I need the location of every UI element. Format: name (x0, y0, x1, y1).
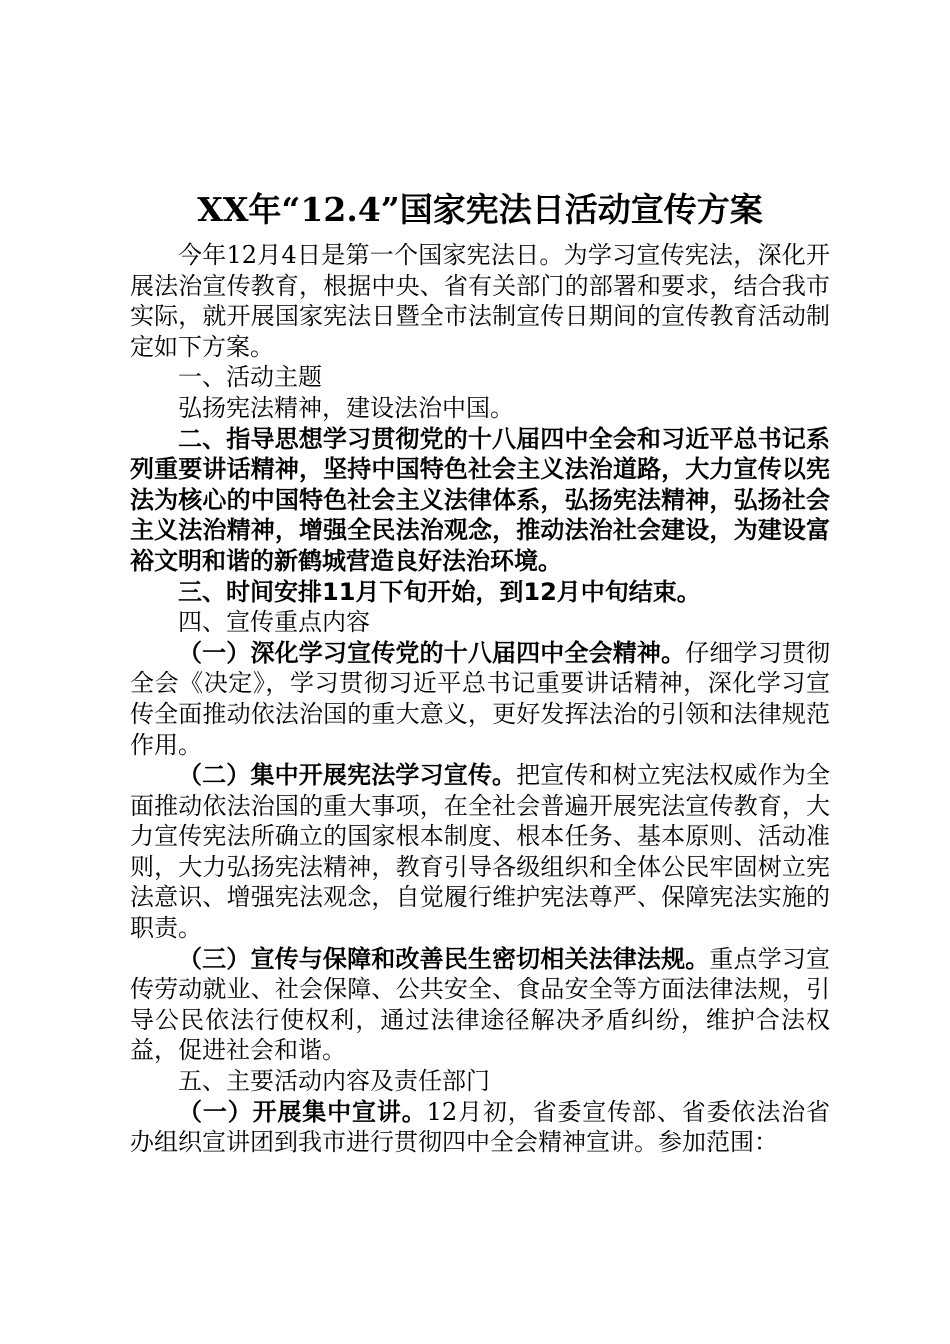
item-lead: （二）集中开展宪法学习宣传。 (178, 761, 517, 790)
item-body: 把宣传和树立宪法权威作为全面推动依法治国的重大事项，在全社会普遍开展宪法宣传教育，大力宣传宪法所确立的国家根本制度、根本任务、基本原则、活动准则，大力弘扬宪法精神，教育引导各级组织和全体公民牢固树立宪法意识、增强宪法观念，自觉履行维护宪法尊严、保障宪法实施的职责。 (130, 761, 831, 943)
key-content-item-1 (130, 638, 830, 760)
section-heading-activities: 五、主要活动内容及责任部门 (178, 1067, 490, 1096)
guiding-ideology-paragraph: 二、指导思想学习贯彻党的十八届四中全会和习近平总书记系列重要讲话精神，坚持中国特色社会主义法治道路，大力宣传以宪法为核心的中国特色社会主义法律体系，弘扬宪法精神，弘扬社会主义法治精神，增强全民法治观念，推动法治社会建设，为建设富裕文明和谐的新鹤城营造良好法治环境。 (130, 424, 830, 575)
item-body: 重点学习宣传劳动就业、社会保障、公共安全、食品安全等方面法律法规，引导公民依法行使权利，通过法律途径解决矛盾纠纷，维护合法权益，促进社会和谐。 (130, 944, 831, 1065)
document-page (130, 188, 830, 1158)
item-body: 仔细学习贯彻全会《决定》，学习贯彻习近平总书记重要讲话精神，深化学习宣传全面推动依法治国的重大意义，更好发挥法治的引领和法律规范作用。 (130, 638, 831, 759)
document-title: XX年“12.4”国家宪法日活动宣传方案 (197, 190, 763, 229)
activities-item-1 (130, 1097, 830, 1158)
schedule-paragraph: 三、时间安排11月下旬开始，到12月中旬结束。 (178, 577, 701, 606)
item-lead: （一）深化学习宣传党的十八届四中全会精神。 (178, 638, 686, 667)
key-content-item-3 (130, 944, 830, 1066)
intro-paragraph: 今年12月4日是第一个国家宪法日。为学习宣传宪法，深化开展法治宣传教育，根据中央、省有关部门的部署和要求，结合我市实际，就开展国家宪法日暨全市法制宣传日期间的宣传教育活动制定如下方案。 (130, 241, 830, 361)
item-body: 12月初，省委宣传部、省委依法治省办组织宣讲团到我市进行贯彻四中全会精神宣讲。参加范围： (130, 1097, 831, 1157)
section-heading-theme: 一、活动主题 (178, 363, 322, 392)
key-content-item-2 (130, 760, 830, 944)
section-heading-key-content: 四、宣传重点内容 (178, 608, 370, 637)
item-lead: （一）开展集中宣讲。 (178, 1097, 427, 1126)
theme-paragraph: 弘扬宪法精神，建设法治中国。 (178, 393, 514, 422)
item-lead: （三）宣传与保障和改善民生密切相关法律法规。 (178, 944, 710, 973)
